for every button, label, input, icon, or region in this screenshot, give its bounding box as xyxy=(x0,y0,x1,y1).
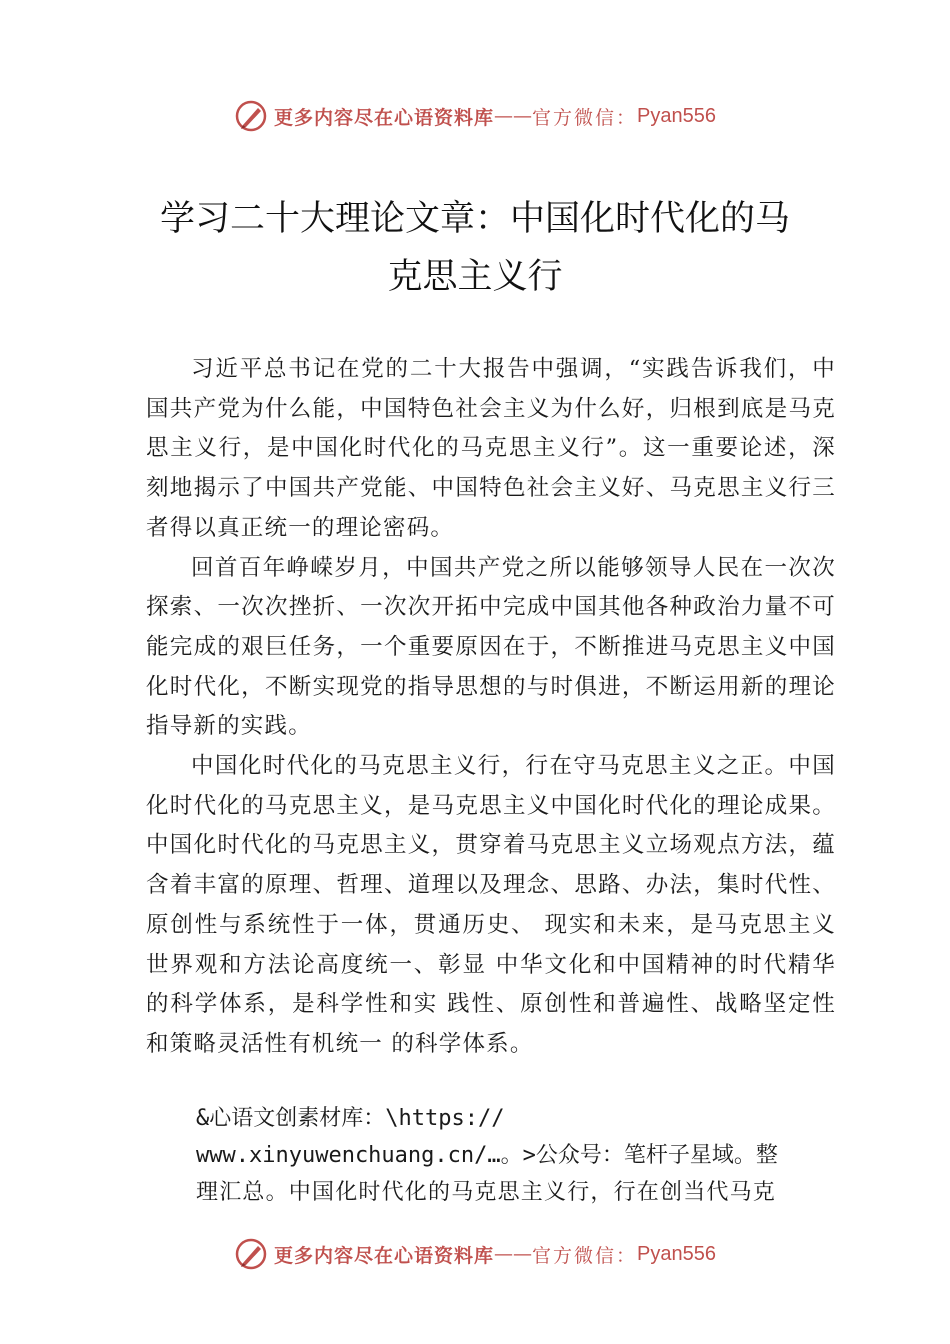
paragraph-1: 习近平总书记在党的二十大报告中强调，“实践告诉我们，中国共产党为什么能，中国特色社会主义为什么好，归根到底是马克思主义行，是中国化时代化的马克思主义行”。这一重要论述，深刻地揭示了中国共产党能、中国特色社会主义好、马克思主义行三者得以真正统一的理论密码。 xyxy=(146,356,836,541)
document-title xyxy=(120,190,830,306)
source-line-1: &心语文创素材库：\https:// xyxy=(196,1106,505,1131)
footer-brand: 更多内容尽在心语资料库 xyxy=(274,1244,495,1267)
footer-banner xyxy=(0,1234,950,1274)
title-line-1: 学习二十大理论文章：中国化时代化的马 xyxy=(159,199,790,239)
banner-wechat-id: Pyan556 xyxy=(637,104,716,127)
title-line-2: 克思主义行 xyxy=(387,257,563,297)
source-line-2: www.xinyuwenchuang.cn/…。>公众号：笔杆子星域。整 xyxy=(196,1143,778,1168)
document-body xyxy=(146,350,836,1065)
footer-separator: —— xyxy=(494,1243,533,1265)
banner-separator: —— xyxy=(494,105,533,127)
quill-pen-icon xyxy=(234,1237,268,1271)
footer-wechat-id: Pyan556 xyxy=(637,1242,716,1265)
banner-brand: 更多内容尽在心语资料库 xyxy=(274,106,495,129)
source-line-3: 理汇总。中国化时代化的马克思主义行，行在创当代马克 xyxy=(196,1180,777,1205)
paragraph-2: 回首百年峥嵘岁月，中国共产党之所以能够领导人民在一次次探索、一次次挫折、一次次开拓中完成中国其他各种政治力量不可能完成的艰巨任务，一个重要原因在于，不断推进马克思主义中国化时代化，不断实现党的指导思想的与时俱进，不断运用新的理论指导新的实践。 xyxy=(146,554,836,740)
footer-wechat-label: 官方微信： xyxy=(532,1244,638,1267)
paragraph-3: 中国化时代化的马克思主义行，行在守马克思主义之正。中国化时代化的马克思主义，是马克思主义中国化时代化的理论成果。中国化时代化的马克思主义，贯穿着马克思主义立场观点方法，蕴含着丰富的原理、哲理、道理以及理念、思路、办法，集时代性、原创性与系统性于一体，贯通历史、 现实和未来，是马克思主义世界观和方法论高度统一、彰显 中华文化和中国精神的时代精华的科学体系，是科学性和实 践性、原创性和普遍性、战略坚定性和策略灵活性有机统一 的科学体系。 xyxy=(146,753,836,1057)
banner-wechat-label: 官方微信： xyxy=(532,106,638,129)
source-note xyxy=(196,1100,836,1211)
quill-pen-icon xyxy=(234,99,268,133)
header-banner xyxy=(0,96,950,136)
